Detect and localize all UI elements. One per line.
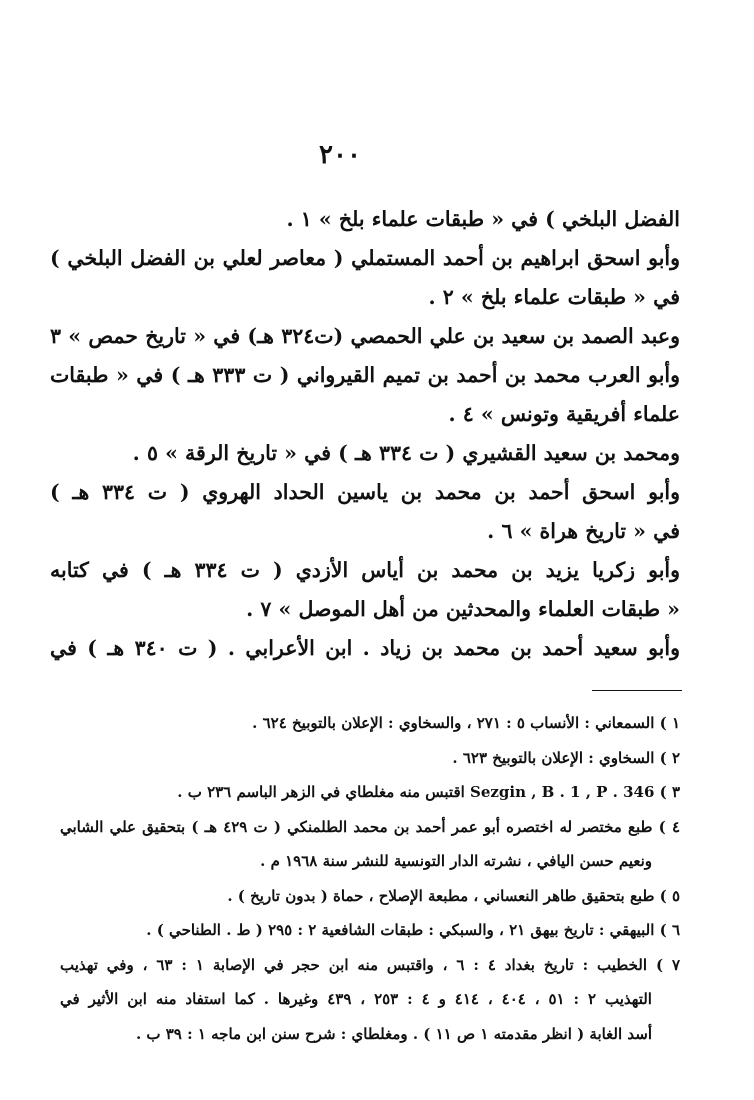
- footnote-separator: [592, 690, 682, 691]
- body-text: [50, 200, 680, 668]
- footnote-7-continued: أسد الغابة ( انظر مقدمته ١ ص ١١ ) . ومغلطاي : شرح سنن ابن ماجه ١ : ٣٩ ب .: [135, 1024, 652, 1043]
- footnotes: [60, 706, 680, 1051]
- footnote-7-continued: التهذيب ٢ : ٥١ ، ٤٠٤ ، ٤١٤ و ٤ : ٢٥٣ ، ٤٣٩ وغيرها . كما استفاد منه ابن الأثير في: [60, 990, 652, 1008]
- text-line: وأبو سعيد أحمد بن محمد بن زياد . ابن الأعرابي . ( ت ٣٤٠ هـ ) في: [50, 636, 680, 660]
- text-line: وأبو اسحق ابراهيم بن أحمد المستملي ( معاصر لعلي بن الفضل البلخي ): [50, 246, 680, 270]
- text-line: الفضل البلخي ) في « طبقات علماء بلخ » ١ .: [286, 207, 680, 231]
- footnote-2: ٢ ) السخاوي : الإعلان بالتوبيخ ٦٢٣ .: [452, 748, 680, 767]
- text-line: في « طبقات علماء بلخ » ٢ .: [428, 285, 680, 309]
- footnote-5: ٥ ) طبع بتحقيق طاهر النعساني ، مطبعة الإصلاح ، حماة ( بدون تاريخ ) .: [227, 886, 680, 905]
- footnote-4-continued: ونعيم حسن اليافي ، نشرته الدار التونسية للنشر سنة ١٩٦٨ م .: [260, 852, 652, 870]
- text-line: وأبو العرب محمد بن أحمد بن تميم القيرواني ( ت ٣٣٣ هـ ) في « طبقات: [50, 363, 680, 387]
- footnote-4: ٤ ) طبع مختصر له اختصره أبو عمر أحمد بن محمد الطلمنكي ( ت ٤٢٩ هـ ) بتحقيق علي الشابي: [60, 817, 681, 836]
- text-line: « طبقات العلماء والمحدثين من أهل الموصل » ٧ .: [246, 597, 680, 621]
- text-line: علماء أفريقية وتونس » ٤ .: [448, 402, 680, 426]
- text-line: ومحمد بن سعيد القشيري ( ت ٣٣٤ هـ ) في « تاريخ الرقة » ٥ .: [132, 441, 680, 465]
- footnote-1: ١ ) السمعاني : الأنساب ٥ : ٢٧١ ، والسخاوي : الإعلان بالتوبيخ ٦٢٤ .: [252, 714, 680, 732]
- text-line: وعبد الصمد بن سعيد بن علي الحمصي (ت٣٢٤ هـ) في « تاريخ حمص » ٣: [50, 324, 681, 348]
- footnote-6: ٦ ) البيهقي : تاريخ بيهق ٢١ ، والسبكي : طبقات الشافعية ٢ : ٢٩٥ ( ط . الطناحي ) .: [146, 921, 680, 939]
- text-line: وأبو اسحق أحمد بن محمد بن ياسين الحداد الهروي ( ت ٣٣٤ هـ ): [50, 480, 680, 504]
- text-line: في « تاريخ هراة » ٦ .: [487, 519, 680, 543]
- text-line: وأبو زكريا يزيد بن محمد بن أياس الأزدي ( ت ٣٣٤ هـ ) في كتابه: [50, 558, 680, 582]
- footnote-7: ٧ ) الخطيب : تاريخ بغداد ٤ : ٦ ، واقتبس منه ابن حجر في الإصابة ١ : ٦٣ ، وفي تهذيب: [60, 955, 681, 974]
- page-number: ٢٠٠: [319, 140, 361, 170]
- footnote-3: ٣ ) Sezgin , B . 1 , P . 346 اقتبس منه مغلطاي في الزهر الباسم ٢٣٦ ب .: [177, 783, 680, 801]
